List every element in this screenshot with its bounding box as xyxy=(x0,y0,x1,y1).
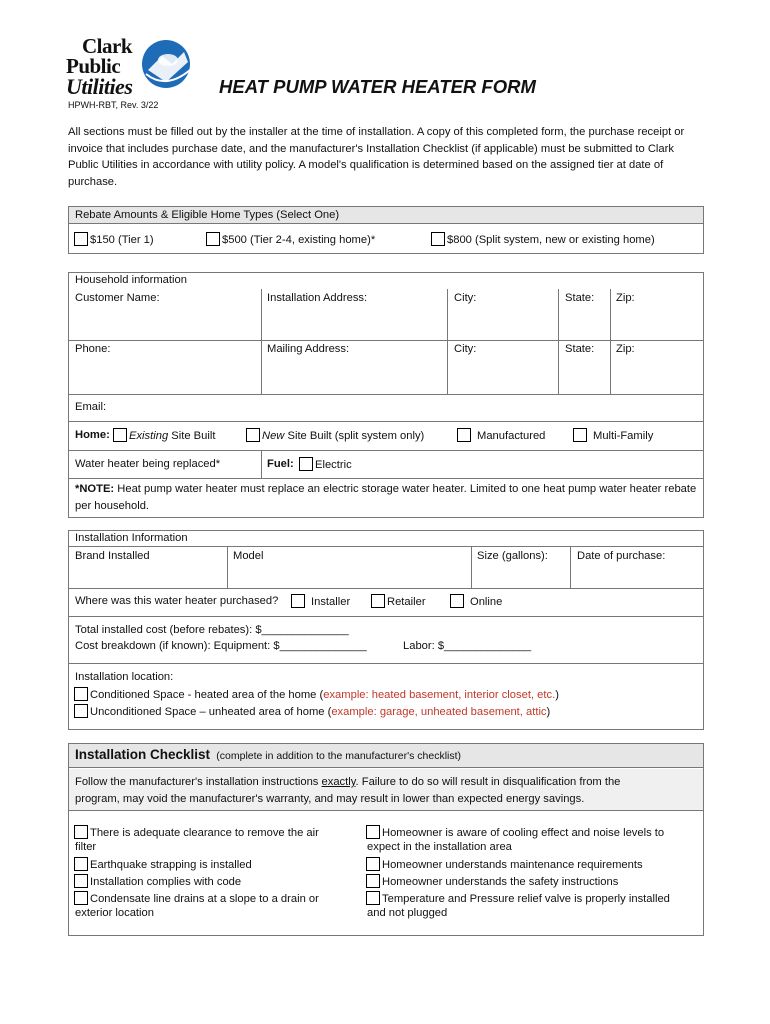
checklist-item-tp-valve-cont: and not plugged xyxy=(367,907,448,919)
mailing-state-field[interactable]: State: xyxy=(565,343,595,355)
household-header-label: Household information xyxy=(75,274,187,286)
brand-installed-field[interactable]: Brand Installed xyxy=(75,550,150,562)
email-field[interactable]: Email: xyxy=(75,401,107,413)
checkbox[interactable] xyxy=(371,594,385,608)
fuel-label: Fuel: xyxy=(267,458,294,470)
unconditioned-space-option[interactable]: Unconditioned Space – unheated area of home (example: garage, unheated basement, attic) xyxy=(74,704,550,718)
where-purchased-label: Where was this water heater purchased? xyxy=(75,595,279,607)
home-type-label: Home: xyxy=(75,429,110,441)
total-installed-cost-field[interactable]: Total installed cost (before rebates): $______________ xyxy=(75,624,349,636)
checkbox[interactable] xyxy=(366,825,380,839)
checklist-instructions-line2: program, may void the manufacturer's warranty, and may result in lower than expected energy savings. xyxy=(75,793,585,805)
checklist-item-clearance-cont: filter xyxy=(75,841,97,853)
date-of-purchase-field[interactable]: Date of purchase: xyxy=(577,550,666,562)
checkbox[interactable] xyxy=(291,594,305,608)
checkbox[interactable] xyxy=(74,232,88,246)
installation-zip-field[interactable]: Zip: xyxy=(616,292,635,304)
checklist-item-condensate[interactable]: Condensate line drains at a slope to a drain or xyxy=(74,891,319,905)
checklist-item-clearance[interactable]: There is adequate clearance to remove the air xyxy=(74,825,319,839)
checkbox[interactable] xyxy=(113,428,127,442)
water-heater-replaced-field[interactable]: Water heater being replaced* xyxy=(75,458,221,470)
checkbox[interactable] xyxy=(246,428,260,442)
rebate-option-tier1[interactable]: $150 (Tier 1) xyxy=(74,232,154,246)
logo-text-public: Public xyxy=(66,54,121,78)
logo-text-utilities: Utilities xyxy=(66,74,133,99)
clark-public-utilities-logo xyxy=(62,34,194,100)
model-field[interactable]: Model xyxy=(233,550,264,562)
rebate-option-split[interactable]: $800 (Split system, new or existing home) xyxy=(431,232,655,246)
installation-city-field[interactable]: City: xyxy=(454,292,477,304)
checkbox[interactable] xyxy=(206,232,220,246)
checklist-item-cooling-effect-cont: expect in the installation area xyxy=(367,841,512,853)
checkbox[interactable] xyxy=(450,594,464,608)
home-multifamily-option[interactable]: Multi-Family xyxy=(573,428,653,442)
checklist-item-tp-valve[interactable]: Temperature and Pressure relief valve is properly installed xyxy=(366,891,670,905)
checkbox[interactable] xyxy=(366,857,380,871)
checkbox[interactable] xyxy=(431,232,445,246)
rebate-option-tier2-4[interactable]: $500 (Tier 2-4, existing home)* xyxy=(206,232,375,246)
checklist-instructions-line1: Follow the manufacturer's installation instructions exactly. Failure to do so will result in disqualification from the xyxy=(75,776,621,788)
checkbox[interactable] xyxy=(573,428,587,442)
mailing-city-field[interactable]: City: xyxy=(454,343,477,355)
checklist-item-cooling-effect[interactable]: Homeowner is aware of cooling effect and noise levels to xyxy=(366,825,664,839)
installation-location-label: Installation location: xyxy=(75,671,174,683)
page-title: HEAT PUMP WATER HEATER FORM xyxy=(219,76,536,97)
installation-state-field[interactable]: State: xyxy=(565,292,595,304)
checklist-item-condensate-cont: exterior location xyxy=(75,907,154,919)
conditioned-space-option[interactable]: Conditioned Space - heated area of the home (example: heated basement, interior closet, etc.) xyxy=(74,687,559,701)
checkbox[interactable] xyxy=(366,891,380,905)
checkbox[interactable] xyxy=(74,704,88,718)
fuel-electric-option[interactable]: Electric xyxy=(299,457,352,471)
purchased-retailer-option[interactable]: Retailer xyxy=(371,594,426,608)
equipment-cost-field[interactable]: Cost breakdown (if known): Equipment: $______________ xyxy=(75,640,367,652)
home-new-option[interactable]: New Site Built (split system only) xyxy=(246,428,424,442)
size-gallons-field[interactable]: Size (gallons): xyxy=(477,550,548,562)
checkbox[interactable] xyxy=(366,874,380,888)
checkbox[interactable] xyxy=(74,874,88,888)
checklist-item-maintenance[interactable]: Homeowner understands maintenance requirements xyxy=(366,857,643,871)
phone-field[interactable]: Phone: xyxy=(75,343,111,355)
mailing-zip-field[interactable]: Zip: xyxy=(616,343,635,355)
checklist-title: Installation Checklist (complete in addition to the manufacturer's checklist) xyxy=(75,747,462,762)
installation-header-label: Installation Information xyxy=(75,532,188,544)
checkbox[interactable] xyxy=(74,891,88,905)
purchased-installer-option[interactable]: Installer xyxy=(291,594,350,608)
checkbox[interactable] xyxy=(457,428,471,442)
installation-address-field[interactable]: Installation Address: xyxy=(267,292,368,304)
mailing-address-field[interactable]: Mailing Address: xyxy=(267,343,350,355)
intro-paragraph: All sections must be filled out by the installer at the time of installation. A copy of this completed form, the purchase receipt or invoice that includes purchase date, and the manufacturer's Installation Checklist (if applicable) must be submitted to Clark Public Utilities in accordance with utility policy. A model's qualification is determined based on the assigned tier at date of purchase. xyxy=(68,126,685,188)
checklist-item-code[interactable]: Installation complies with code xyxy=(74,874,241,888)
purchased-online-option[interactable]: Online xyxy=(450,594,502,608)
household-note: *NOTE: Heat pump water heater must replace an electric storage water heater. Limited to one heat pump water heater rebate per household. xyxy=(75,483,697,512)
checkbox[interactable] xyxy=(74,857,88,871)
rebate-header-label: Rebate Amounts & Eligible Home Types (Select One) xyxy=(75,209,340,221)
home-manufactured-option[interactable]: Manufactured xyxy=(457,428,545,442)
form-code: HPWH-RBT, Rev. 3/22 xyxy=(68,100,159,110)
checklist-item-safety[interactable]: Homeowner understands the safety instructions xyxy=(366,874,618,888)
customer-name-field[interactable]: Customer Name: xyxy=(75,292,160,304)
checkbox[interactable] xyxy=(74,825,88,839)
checklist-item-earthquake[interactable]: Earthquake strapping is installed xyxy=(74,857,252,871)
checkbox[interactable] xyxy=(74,687,88,701)
labor-cost-field[interactable]: Labor: $______________ xyxy=(403,640,532,652)
home-existing-option[interactable]: Existing Site Built xyxy=(113,428,215,442)
checkbox[interactable] xyxy=(299,457,313,471)
logo-text-clark: Clark xyxy=(82,34,132,58)
